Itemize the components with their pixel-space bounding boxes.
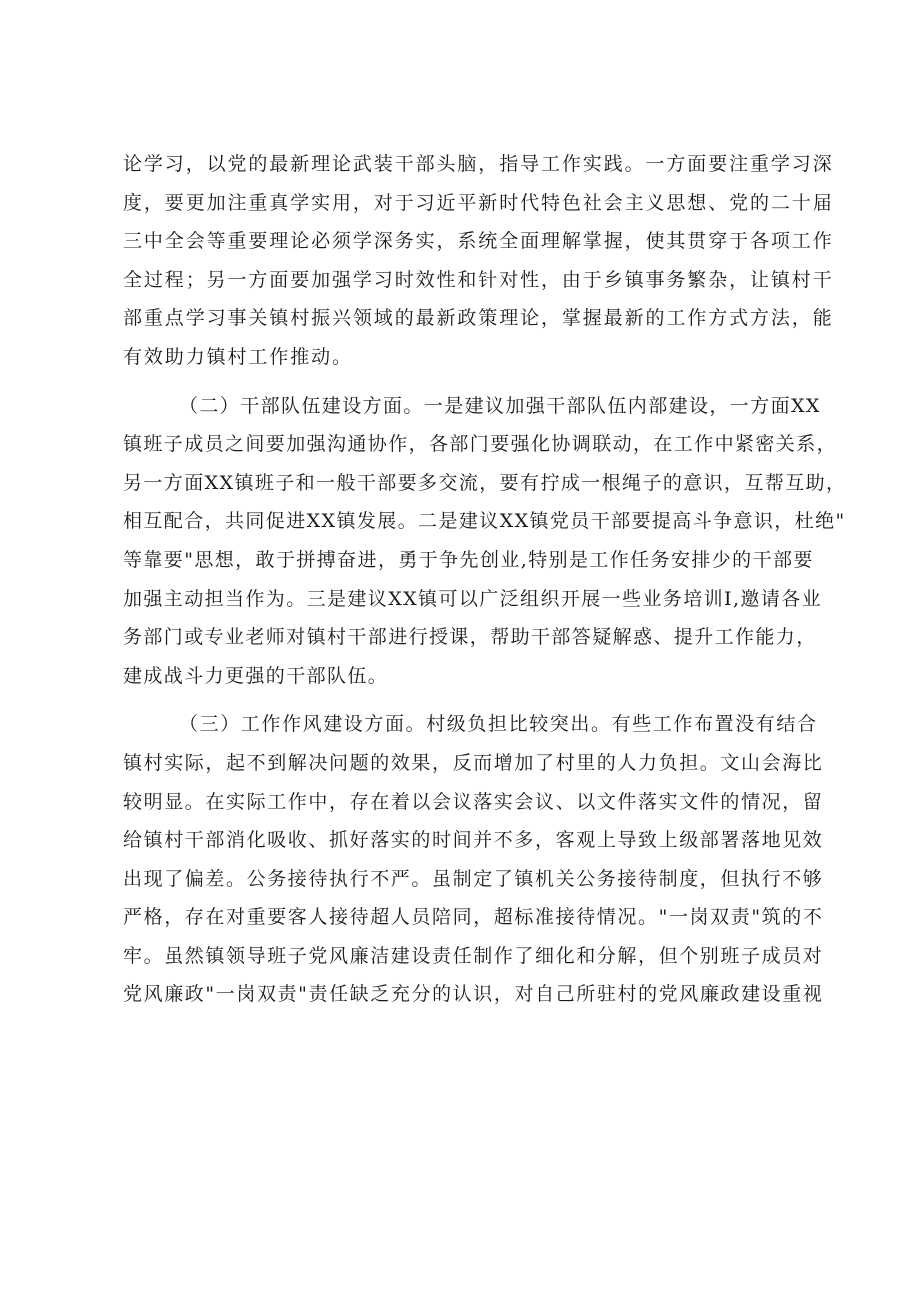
- text-line: 出现了偏差。公务接待执行不严。虽制定了镇机关公务接待制度，但执行不够: [123, 867, 824, 890]
- text-line: 度，要更加注重真学实用，对于习近平新时代特色社会主义思想、党的二十届: [123, 191, 834, 214]
- text-line: 全过程；另一方面要加强学习时效性和针对性，由于乡镇事务繁杂，让镇村干: [123, 268, 834, 291]
- text-line: 论学习，以党的最新理论武装干部头脑，指导工作实践。一方面要注重学习深: [123, 153, 834, 175]
- text-line: （三）工作作风建设方面。村级负担比较突出。有些工作布置没有结合: [179, 713, 818, 736]
- text-line: 相互配合，共同促进XX镇发展。二是建议XX镇党员干部要提高斗争意识，杜绝": [123, 510, 846, 533]
- text-line: 等靠要"思想，敢于拼搏奋进，勇于争先创业,特别是工作任务安排少的干部要: [123, 548, 814, 571]
- text-line: 镇村实际，起不到解决问题的效果，反而增加了村里的人力负担。文山会海比: [123, 751, 824, 774]
- text-line: 建成战斗力更强的干部队伍。: [123, 664, 389, 687]
- text-line: 严格，存在对重要客人接待超人员陪同，超标准接待情况。"一岗双责"筑的不: [123, 906, 824, 929]
- paragraph-3: [123, 705, 824, 1014]
- text-line: 另一方面XX镇班子和一般干部要多交流，要有拧成一根绳子的意识，互帮互助，: [123, 471, 847, 494]
- text-line: 有效助力镇村工作推动。: [123, 345, 353, 368]
- paragraph-1: [123, 145, 834, 377]
- text-line: （二）干部队伍建设方面。一是建议加强干部队伍内部建设，一方面XX: [179, 394, 821, 417]
- document-body: [123, 145, 847, 1024]
- text-line: 给镇村干部消化吸收、抓好落实的时间并不多，客观上导致上级部署落地见效: [123, 829, 824, 852]
- text-line: 部重点学习事关镇村振兴领域的最新政策理论，掌握最新的工作方式方法，能: [123, 307, 834, 330]
- text-line: 牢。虽然镇领导班子党风廉洁建设责任制作了细化和分解，但个别班子成员对: [123, 944, 824, 967]
- text-line: 加强主动担当作为。三是建议XX镇可以广泛组织开展一些业务培训I,邀请各业: [123, 587, 822, 610]
- paragraph-2: [123, 387, 847, 696]
- text-line: 较明显。在实际工作中，存在着以会议落实会议、以文件落实文件的情况，留: [123, 790, 824, 813]
- text-line: 务部门或专业老师对镇村干部进行授课，帮助干部答疑解惑、提升工作能力，: [123, 626, 817, 649]
- text-line: 党风廉政"一岗双责"责任缺乏充分的认识，对自己所驻村的党风廉政建设重视: [123, 983, 824, 1006]
- text-line: 镇班子成员之间要加强沟通协作，各部门要强化协调联动，在工作中紧密关系，: [123, 433, 838, 456]
- text-line: 三中全会等重要理论必须学深务实，系统全面理解掌握，使其贯穿于各项工作: [123, 230, 834, 253]
